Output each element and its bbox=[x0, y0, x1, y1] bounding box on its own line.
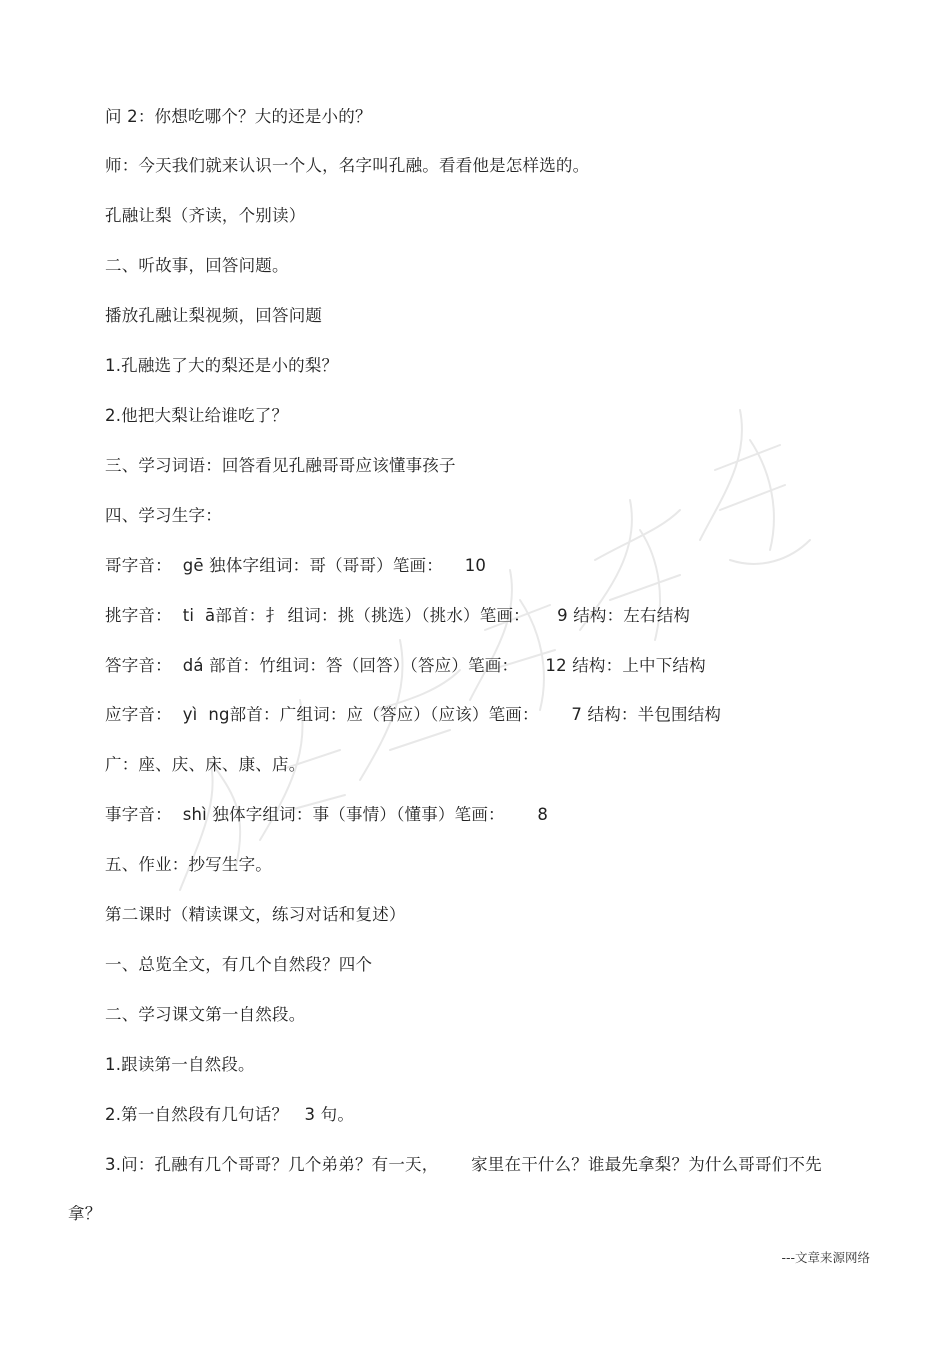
text-line-11: 挑字音： ti ā部首：扌 组词：挑（挑选）（挑水）笔画： 9 结构：左右结构 bbox=[105, 606, 691, 625]
text-line-9: 四、学习生字： bbox=[105, 506, 222, 525]
text-line-16: 五、作业：抄写生字。 bbox=[105, 855, 272, 874]
text-line-10: 哥字音： gē 独体字组词：哥（哥哥）笔画： 10 bbox=[105, 556, 487, 575]
text-line-8: 三、学习词语：回答看见孔融哥哥应该懂事孩子 bbox=[105, 456, 456, 475]
text-line-4: 二、听故事，回答问题。 bbox=[105, 256, 289, 275]
text-line-17: 第二课时（精读课文，练习对话和复述） bbox=[105, 905, 406, 924]
text-line-5: 播放孔融让梨视频，回答问题 bbox=[105, 306, 323, 325]
text-line-1: 问 2：你想吃哪个？大的还是小的？ bbox=[105, 107, 372, 126]
text-line-20: 1.跟读第一自然段。 bbox=[105, 1055, 255, 1074]
text-line-18: 一、总览全文，有几个自然段？四个 bbox=[105, 955, 373, 974]
text-line-2: 师：今天我们就来认识一个人，名字叫孔融。看看他是怎样选的。 bbox=[105, 156, 590, 175]
text-line-19: 二、学习课文第一自然段。 bbox=[105, 1005, 306, 1024]
text-line-3: 孔融让梨（齐读，个别读） bbox=[105, 206, 306, 225]
text-line-13: 应字音： yì ng部首：广组词：应（答应）（应该）笔画： 7 结构：半包围结构 bbox=[105, 705, 722, 724]
text-line-21: 2.第一自然段有几句话？ 3 句。 bbox=[105, 1105, 355, 1124]
text-line-12: 答字音： dá 部首：竹组词：答（回答）（答应）笔画： 12 结构：上中下结构 bbox=[105, 656, 706, 675]
text-line-7: 2.他把大梨让给谁吃了？ bbox=[105, 406, 289, 425]
text-line-15: 事字音： shì 独体字组词：事（事情）（懂事）笔画： 8 bbox=[105, 805, 549, 824]
text-line-23: 拿？ bbox=[68, 1204, 102, 1223]
text-line-6: 1.孔融选了大的梨还是小的梨？ bbox=[105, 356, 339, 375]
watermark-logo bbox=[140, 370, 840, 930]
text-line-14: 广：座、庆、床、康、店。 bbox=[105, 755, 306, 774]
source-footer: ---文章来源网络 bbox=[781, 1250, 870, 1265]
text-line-22: 3.问：孔融有几个哥哥？几个弟弟？有一天， 家里在干什么？谁最先拿梨？为什么哥哥们不先 bbox=[105, 1155, 822, 1174]
